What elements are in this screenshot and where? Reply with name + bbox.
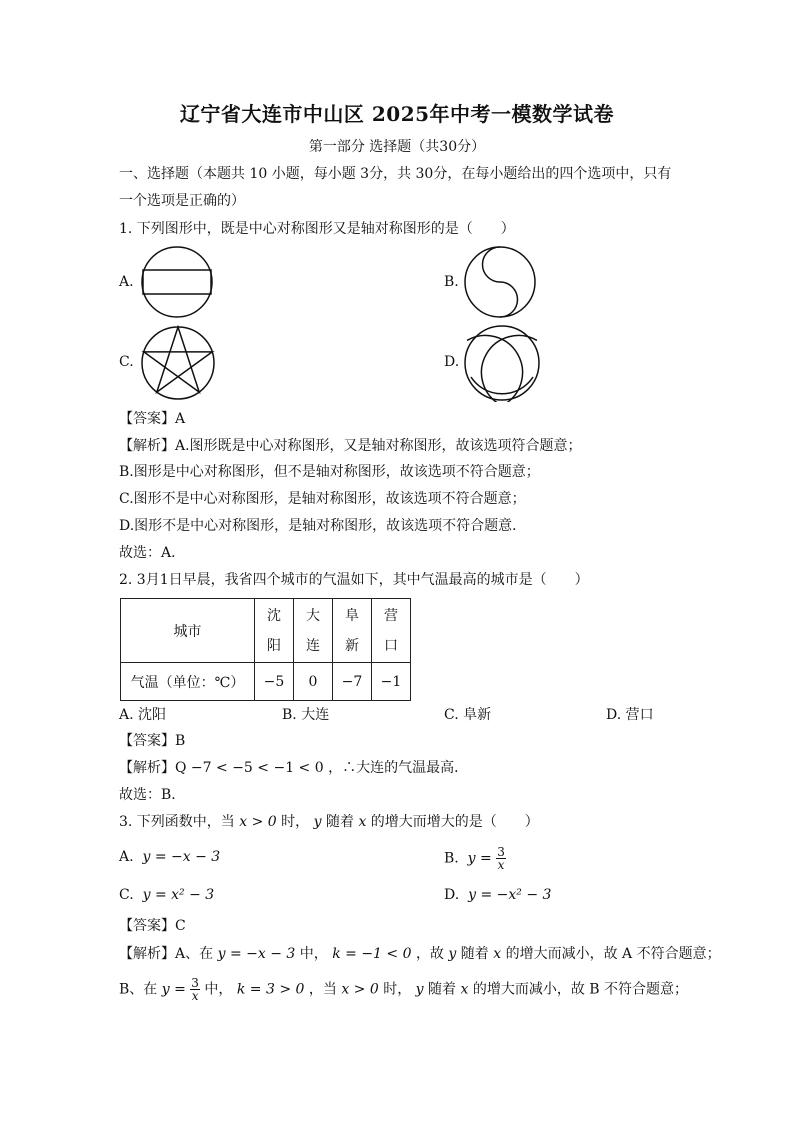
- q2-analysis: 【解析】Q −7 < −5 < −1 < 0 ，∴大连的气温最高．: [119, 760, 469, 776]
- analysis-text: B、在: [119, 981, 158, 998]
- q3-stem-text: 的增大而增大的是（ ）: [370, 814, 539, 830]
- analysis-text: ，当: [308, 981, 337, 998]
- analysis-math: k = 3 > 0: [236, 981, 305, 998]
- table-cell-temp: −5: [255, 663, 294, 701]
- analysis-math: x > 0: [341, 981, 379, 998]
- q3-option-d: [444, 886, 551, 904]
- q2-temperature-table: [120, 598, 411, 701]
- q2-choice-c: C. 阜新: [444, 707, 492, 723]
- table-city-fuxin: [333, 599, 372, 663]
- analysis-math: k = −1 < 0: [332, 946, 412, 962]
- analysis-math: y: [415, 981, 424, 998]
- section-instructions-line2: 一个选项是正确的）: [119, 193, 245, 209]
- city-char: 大: [306, 607, 320, 624]
- q3-option-a-label: A.: [119, 849, 134, 865]
- q2-conclusion: 故选：B．: [119, 787, 186, 803]
- q1-stem: 1. 下列图形中，既是中心对称图形又是轴对称图形的是（ ）: [119, 221, 515, 237]
- q1-analysis-line4: D.图形不是中心对称图形，是轴对称图形，故该选项不符合题意．: [119, 518, 527, 534]
- q3-option-d-expr: y = −x² − 3: [468, 887, 552, 903]
- q3-stem-text: 3. 下列函数中，当: [119, 814, 235, 830]
- q2-choice-b: B. 大连: [282, 707, 330, 723]
- q1-analysis-line3: C.图形不是中心对称图形，是轴对称图形，故该选项不符合题意；: [119, 491, 526, 507]
- analysis-text: 的增大而减小，故 B 不符合题意；: [472, 981, 689, 998]
- analysis-text: 中，: [299, 946, 328, 962]
- city-char: 连: [306, 637, 320, 654]
- city-char: 口: [384, 637, 398, 654]
- analysis-math: y: [448, 946, 457, 962]
- analysis-text: 时，: [383, 981, 412, 998]
- section-instructions-line1: 一、选择题（本题共 10 小题，每小题 3分，共 30分，在每小题给出的四个选项中，只有: [119, 166, 672, 182]
- q1-option-a-label: A.: [119, 274, 134, 290]
- q1-figure-b-yin-yang-icon: [463, 245, 537, 319]
- q3-option-a: [119, 848, 220, 866]
- analysis-fraction: [190, 977, 200, 1002]
- q3-option-d-label: D.: [444, 887, 460, 903]
- page-title: 辽宁省大连市中山区 2025年中考一模数学试卷: [179, 102, 615, 126]
- q2-answer: 【答案】B: [119, 733, 186, 749]
- q3-option-c-label: C.: [119, 887, 134, 903]
- q3-stem-text: 时，: [281, 814, 310, 830]
- q3-option-a-expr: y = −x − 3: [142, 849, 221, 865]
- q1-option-d-label: D.: [444, 354, 460, 370]
- q3-option-b: [444, 846, 506, 871]
- q1-answer: 【答案】A: [119, 411, 186, 427]
- q1-figure-c-pentagram-icon: [140, 325, 216, 401]
- q3-option-c: [119, 886, 214, 904]
- fraction-numerator: 3: [191, 976, 199, 990]
- analysis-math: x: [460, 981, 469, 998]
- q3-option-c-expr: y = x² − 3: [142, 887, 215, 903]
- q3-stem-text: 随着: [325, 814, 354, 830]
- table-cell-temp: −1: [372, 663, 411, 701]
- fraction-numerator: 3: [497, 845, 505, 859]
- q3-stem-var-y: y: [313, 814, 322, 830]
- city-char: 阳: [267, 637, 281, 654]
- analysis-math: x: [493, 946, 502, 962]
- q1-conclusion: 故选：A．: [119, 545, 186, 561]
- table-cell-temp: −7: [333, 663, 372, 701]
- q1-analysis-line1: 【解析】A.图形既是中心对称图形，又是轴对称图形，故该选项符合题意；: [119, 438, 582, 454]
- city-char: 阜: [345, 607, 359, 624]
- q1-figure-d-three-petal-icon: [463, 324, 541, 402]
- q3-stem-var-x: x: [358, 814, 367, 830]
- city-char: 新: [345, 637, 359, 654]
- city-char: 沈: [267, 607, 281, 624]
- q2-choice-a: A. 沈阳: [119, 707, 167, 723]
- table-row-temperatures: [121, 663, 411, 701]
- table-header-city: 城市: [121, 599, 255, 663]
- q1-option-b-label: B.: [444, 274, 459, 290]
- analysis-text: 中，: [204, 981, 233, 998]
- q1-analysis-line2: B.图形是中心对称图形，但不是轴对称图形，故该选项不符合题意；: [119, 464, 540, 480]
- fraction-denominator: x: [497, 858, 505, 872]
- table-city-yingkou: [372, 599, 411, 663]
- q2-stem: 2. 3月1日早晨，我省四个城市的气温如下，其中气温最高的城市是（ ）: [119, 572, 589, 588]
- analysis-math: y =: [161, 981, 186, 998]
- q3-option-b-lhs: y =: [467, 850, 492, 867]
- analysis-text: 随着: [460, 946, 489, 962]
- table-cell-temp: 0: [294, 663, 333, 701]
- q3-answer: 【答案】C: [119, 918, 186, 934]
- analysis-text: 随着: [428, 981, 457, 998]
- analysis-text: ，故: [415, 946, 444, 962]
- analysis-math: y = −x − 3: [217, 946, 296, 962]
- analysis-text: 【解析】A、在: [119, 946, 214, 962]
- fraction-denominator: x: [191, 989, 199, 1003]
- q2-choice-d: D. 营口: [606, 707, 654, 723]
- table-city-shenyang: [255, 599, 294, 663]
- table-row-label-temperature: 气温（单位：℃）: [121, 663, 255, 701]
- table-city-dalian: [294, 599, 333, 663]
- city-char: 营: [384, 607, 398, 624]
- table-row-cities: [121, 599, 411, 663]
- analysis-text: 的增大而减小，故 A 不符合题意；: [505, 946, 721, 962]
- q3-option-b-label: B.: [444, 850, 459, 867]
- section-subtitle: 第一部分 选择题（共30分）: [308, 139, 486, 155]
- q1-figure-a-circle-rectangle-icon: [140, 245, 214, 319]
- q3-analysis-line1: [119, 945, 721, 963]
- q3-analysis-line2: [119, 977, 688, 1002]
- q1-option-c-label: C.: [119, 354, 134, 370]
- q3-option-b-fraction: [496, 846, 506, 871]
- q3-stem-condition: x > 0: [239, 814, 277, 830]
- q3-stem: [119, 813, 539, 831]
